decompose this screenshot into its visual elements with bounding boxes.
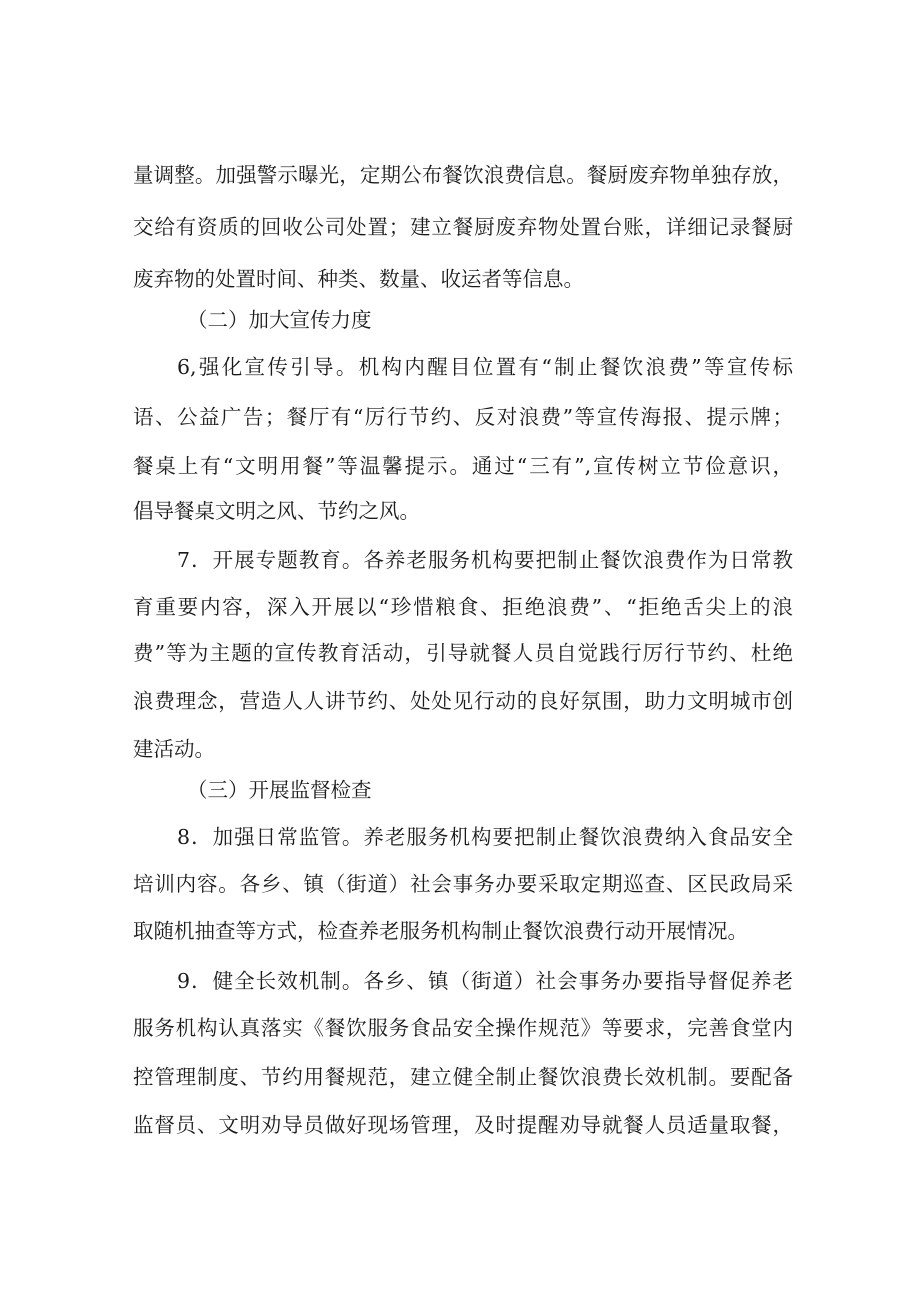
- section-heading: （二）加大宣传力度: [187, 308, 372, 332]
- paragraph-line: 餐桌上有“文明用餐”等温馨提示。通过“三有”,宣传树立节俭意识，: [133, 454, 793, 478]
- paragraph-line: 7．开展专题教育。各养老服务机构要把制止餐饮浪费作为日常教: [177, 548, 793, 572]
- paragraph-line: 量调整。加强警示曝光，定期公布餐饮浪费信息。餐厨废弃物单独存放，: [133, 163, 793, 187]
- paragraph-line: 服务机构认真落实《餐饮服务食品安全操作规范》等要求，完善食堂内: [133, 1016, 793, 1040]
- section-heading: （三）开展监督检查: [187, 778, 372, 802]
- paragraph-line: 建活动。: [133, 737, 215, 761]
- paragraph-line: 浪费理念，营造人人讲节约、处处见行动的良好氛围，助力文明城市创: [133, 689, 793, 713]
- paragraph-line: 倡导餐桌文明之风、节约之风。: [133, 499, 420, 523]
- paragraph-line: 育重要内容，深入开展以“珍惜粮食、拒绝浪费”、“拒绝舌尖上的浪: [133, 595, 793, 619]
- paragraph-line: 9．健全长效机制。各乡、镇（街道）社会事务办要指导督促养老: [177, 969, 793, 993]
- paragraph-line: 语、公益广告；餐厅有“厉行节约、反对浪费”等宣传海报、提示牌；: [133, 405, 793, 429]
- paragraph-line: 6,强化宣传引导。机构内醒目位置有“制止餐饮浪费”等宣传标: [177, 355, 793, 379]
- paragraph-line: 培训内容。各乡、镇（街道）社会事务办要采取定期巡查、区民政局采: [133, 872, 793, 896]
- paragraph-line: 交给有资质的回收公司处置；建立餐厨废弃物处置台账，详细记录餐厨: [133, 215, 793, 239]
- paragraph-line: 8．加强日常监管。养老服务机构要把制止餐饮浪费纳入食品安全: [177, 825, 793, 849]
- paragraph-line: 监督员、文明劝导员做好现场管理，及时提醒劝导就餐人员适量取餐，: [133, 1113, 793, 1137]
- paragraph-line: 取随机抽查等方式，检查养老服务机构制止餐饮浪费行动开展情况。: [133, 919, 748, 943]
- paragraph-line: 废弃物的处置时间、种类、数量、收运者等信息。: [133, 267, 584, 291]
- paragraph-line: 控管理制度、节约用餐规范，建立健全制止餐饮浪费长效机制。要配备: [133, 1065, 793, 1089]
- paragraph-line: 费”等为主题的宣传教育活动，引导就餐人员自觉践行厉行节约、杜绝: [133, 641, 793, 665]
